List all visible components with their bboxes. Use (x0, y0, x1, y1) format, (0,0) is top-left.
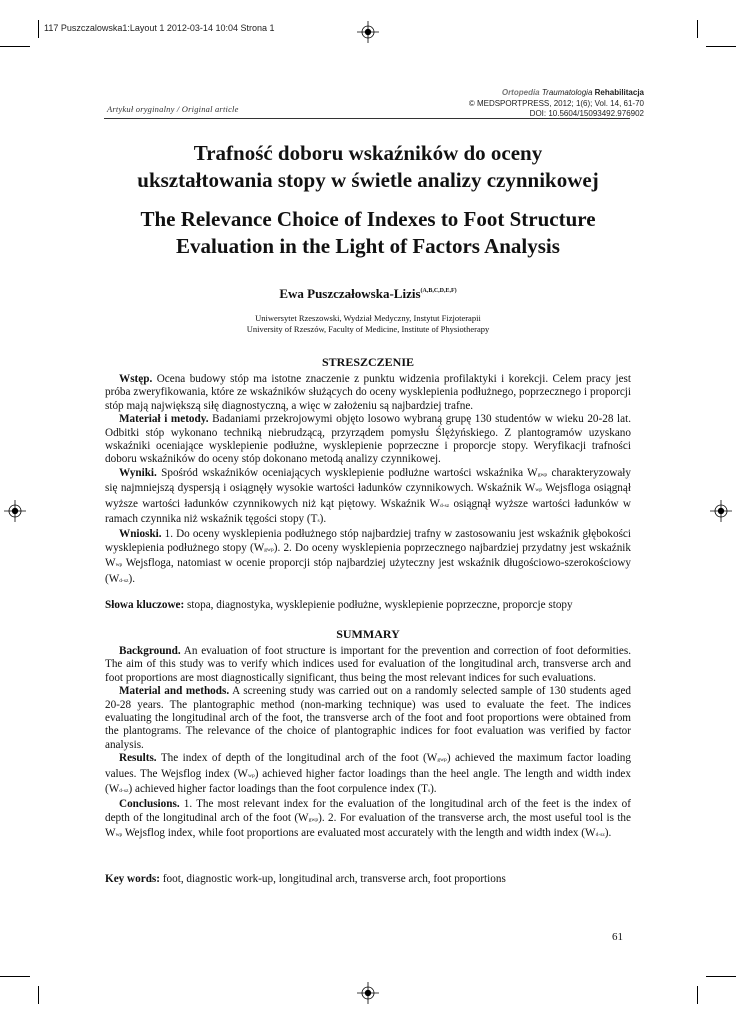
affiliation-polish: Uniwersytet Rzeszowski, Wydział Medyczny, Instytut Fizjoterapii (255, 313, 481, 323)
abstract-paragraph: Wstęp. Ocena budowy stóp ma istotne znaczenie z punktu widzenia profilaktyki i korekcji. Celem pracy jest próba zweryfikowania, które ze wskaźników służących do oceny wysklepienia podłużnego, poprzecznego i proporcji stóp mają największą siłę diagnostyczną, a więc w założeniu są najbardziej trafne. (105, 373, 631, 412)
abstract-paragraph: Materiał i metody. Badaniami przekrojowymi objęto losowo wybraną grupę 130 studentów w wieku 20-28 lat. Odbitki stóp wykonano techniką niebrudzącą, przyrządem pomysłu Ślężyńskiego. Z plantogramów uzyskano wskaźniki oceniające wysklepienie podłużne, wysklepienie poprzeczne i proporcje stopy. Weryfikacji trafności doboru wskaźników do oceny stóp dokonano metodą analizy czynnikowej. (105, 413, 631, 466)
registration-mark-icon (357, 21, 379, 43)
registration-mark-icon (357, 982, 379, 1004)
crop-mark (706, 46, 736, 47)
streszczenie-body (105, 373, 631, 588)
crop-mark (38, 20, 39, 38)
crop-mark (38, 986, 39, 1004)
author-contribution-marks: (A,B,C,D,E,F) (420, 288, 457, 294)
crop-mark (0, 46, 30, 47)
crop-mark (0, 976, 30, 977)
registration-mark-icon (710, 500, 732, 522)
streszczenie-heading: STRESZCZENIE (321, 355, 415, 369)
summary-paragraph: Material and methods. A screening study was carried out on a randomly selected sample of 130 students aged 20-28 years. The plantographic method (non-marking technique) was used to evaluate the feet. The indices evaluating the longitudinal arch of the foot, the transverse arch of the foot and foot proportions were obtained from the plantograms. The relevance of the choice of plantographic indices for foot evaluation was verified by factor analysis. (105, 685, 632, 751)
crop-mark (697, 986, 698, 1004)
summary-body (105, 645, 631, 843)
journal-doi: DOI: 10.5604/15093492.976902 (529, 109, 644, 118)
header-rule (104, 118, 630, 119)
print-slug: 117 Puszczalowska1:Layout 1 2012-03-14 10:04 Strona 1 (44, 23, 275, 33)
abstract-paragraph: Wnioski. 1. Do oceny wysklepienia podłużnego stóp najbardziej trafny w zastosowaniu jest wskaźnik głębokości wysklepienia podłużnego stopy (Wgwp). 2. Do oceny wysklepienia poprzecznego najbardziej przydatny jest wskaźnik Wwp Wejsfloga, natomiast w ocenie proporcji stóp najbardziej użyteczny jest wskaźnik długościowo-szerokościowy (Wd-sz). (105, 528, 632, 585)
abstract-paragraph: Wyniki. Spośród wskaźników oceniających wysklepienie podłużne wartości wskaźnika Wgwp charakteryzowały się najmniejszą dyspersją i osiągnęły wysokie wartości ładunków czynnikowych. Wskaźnik Wwp Wejsfloga osiągnął wyższe wartości ładunków czynnikowych niż kąt piętowy. Wskaźnik Wd-sz osiągnął wyższe wartości ładunków w ramach czynnika niż wskaźnik tęgości stopy (Ts). (105, 466, 631, 526)
keywords-polish: Słowa kluczowe: stopa, diagnostyka, wysklepienie podłużne, wysklepienie poprzeczne, proporcje stopy (105, 599, 573, 611)
summary-paragraph: Results. The index of depth of the longitudinal arch of the foot (Wgwp) achieved the maximum factor loading values. The Wejsflog index (Wwp) achieved higher factor loadings than the heel angle. The length and width index (Wd-sz) achieved higher factor loadings than the foot corpulence index (Ts). (105, 752, 631, 796)
journal-citation: © MEDSPORTPRESS, 2012; 1(6); Vol. 14, 61-70 (468, 98, 644, 108)
crop-mark (697, 20, 698, 38)
journal-name-bold: Rehabilitacja (594, 88, 644, 97)
journal-header (469, 88, 644, 120)
summary-paragraph: Conclusions. 1. The most relevant index for the evaluation of the longitudinal arch of the feet is the index of depth of the longitudinal arch of the foot (Wgwp). 2. For evaluation of the transverse arch, the most useful tool is the Wwp Wejsflog index, while foot proportions are evaluated most accurately with the length and width index (Wd-sz). (105, 798, 631, 840)
registration-mark-icon (4, 500, 26, 522)
title-english: The Relevance Choice of Indexes to Foot Structure Evaluation in the Light of Factors Analysis (140, 207, 596, 258)
summary-paragraph: Background. An evaluation of foot structure is important for the prevention and correction of foot deformities. The aim of this study was to verify which indices used for evaluation of the longitudinal arch, transverse arch and foot proportions are most diagnostically significant, thus being the most relevant indices for such evaluations. (105, 645, 631, 684)
affiliation-english: University of Rzeszów, Faculty of Medicine, Institute of Physiotherapy (246, 324, 490, 334)
page-number: 61 (612, 931, 623, 943)
title-polish: Trafność doboru wskaźników do oceny ukształtowania stopy w świetle analizy czynnikowej (137, 141, 599, 192)
keywords-english: Key words: foot, diagnostic work-up, longitudinal arch, transverse arch, foot proportions (105, 873, 506, 885)
journal-brand: Ortopedia (501, 88, 540, 97)
crop-mark (706, 976, 736, 977)
author: Ewa Puszczałowska-Lizis$^{(A,B,C,D,E,F)}$ (279, 286, 457, 301)
summary-heading: SUMMARY (336, 627, 400, 641)
journal-name-italic: Traumatologia (541, 88, 593, 97)
article-type: Artykuł oryginalny / Original article (107, 104, 239, 114)
